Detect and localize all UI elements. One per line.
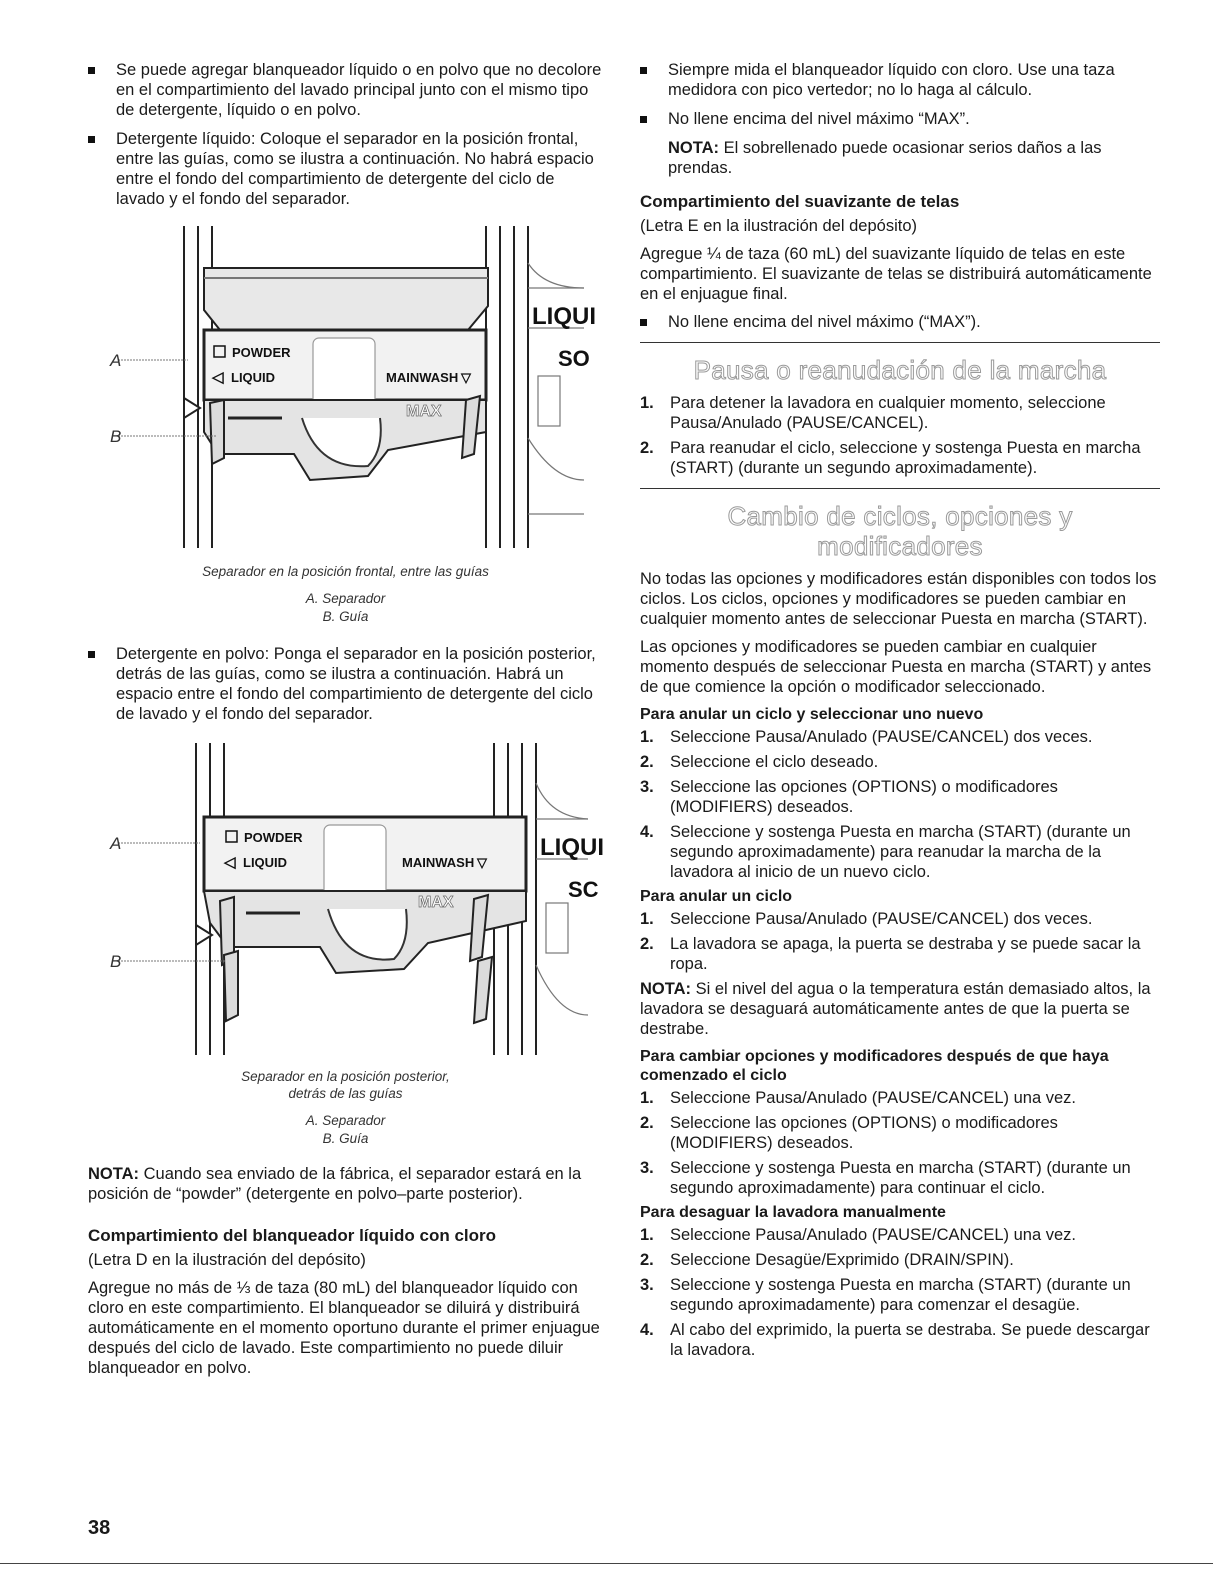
step-number: 1.: [640, 1089, 654, 1107]
left-column: [88, 60, 603, 1378]
bullet-softener-max: No llene encima del nivel máximo (“MAX”).: [640, 312, 1160, 332]
bottom-rule: [0, 1563, 1213, 1564]
list-item: [640, 752, 1160, 772]
list-item: [640, 1088, 1160, 1108]
label-mainwash: MAINWASH: [386, 370, 459, 385]
step-number: 1.: [640, 910, 654, 928]
bullet-bleach-addition: Se puede agregar blanqueador líquido o en polvo que no decolore en el compartimiento del lavado principal junto con el mismo tipo de detergente, líquido o en polvo.: [88, 60, 603, 120]
bullet-liquid-detergent: Detergente líquido: Coloque el separador en la posición frontal, entre las guías, como se ilustra a continuación. No habrá espacio entre el fondo del compartimiento de detergente del ciclo de lavado y el fondo del separador.: [88, 129, 603, 209]
list-item: [640, 393, 1160, 433]
softener-subheading: (Letra E en la ilustración del depósito): [640, 217, 917, 235]
step-number: 3.: [640, 1276, 654, 1294]
svg-text:◁: ◁: [224, 854, 236, 871]
note-label: NOTA:: [640, 980, 692, 998]
bullet-no-overfill: No llene encima del nivel máximo “MAX”.: [640, 109, 1160, 129]
figure-front-position: [88, 218, 603, 563]
drain-heading: Para desaguar la lavadora manualmente: [640, 1204, 946, 1221]
list-item: [640, 777, 1160, 817]
list-item: [640, 909, 1160, 929]
caption-line: detrás de las guías: [288, 1086, 403, 1101]
list-item: [640, 822, 1160, 882]
legend-a: A. Separador: [305, 1113, 386, 1128]
legend-b: B. Guía: [322, 609, 369, 624]
step-number: 2.: [640, 753, 654, 771]
change-paragraph-1: No todas las opciones y modificadores están disponibles con todos los ciclos. Los ciclos, opciones y modificadores se pueden cambiar en cualquier momento antes de seleccionar Puesta en marcha (START).: [640, 570, 1157, 628]
list-item: [640, 1320, 1160, 1360]
cancel-steps: [640, 909, 1160, 974]
cancel-new-steps: [640, 727, 1160, 882]
pause-section-title: Pausa o reanudación de la marcha: [693, 355, 1107, 385]
figure-2-legend: [88, 1112, 603, 1148]
label-side-bottom: SC: [568, 877, 599, 902]
step-number: 2.: [640, 935, 654, 953]
note-text: Cuando sea enviado de la fábrica, el separador estará en la posición de “powder” (detergente en polvo–parte posterior).: [88, 1165, 582, 1203]
step-text: Seleccione Pausa/Anulado (PAUSE/CANCEL) una vez.: [670, 1226, 1076, 1244]
step-text: Para detener la lavadora en cualquier momento, seleccione Pausa/Anulado (PAUSE/CANCEL).: [670, 394, 1106, 432]
change-section-title-line-1: Cambio de ciclos, opciones y: [727, 501, 1073, 531]
page-number: 38: [88, 1517, 111, 1539]
step-text: Para reanudar el ciclo, seleccione y sostenga Puesta en marcha (START) (durante un segundo aproximadamente).: [670, 439, 1141, 477]
label-side-top: LIQUI: [532, 303, 596, 330]
step-number: 3.: [640, 1159, 654, 1177]
callout-b: B: [110, 427, 122, 446]
legend-a: A. Separador: [305, 591, 386, 606]
softener-text: Agregue ¼ de taza (60 mL) del suavizante líquido de telas en este compartimiento. El suavizante de telas se distribuirá automáticamente en el enjuague final.: [640, 245, 1152, 303]
dispenser-rear-illustration: [88, 733, 603, 1068]
label-powder: POWDER: [232, 345, 291, 360]
bleach-subheading: (Letra D en la ilustración del depósito): [88, 1251, 366, 1269]
list-item: [640, 1250, 1160, 1270]
list-item: [640, 438, 1160, 478]
right-column: [640, 60, 1160, 1365]
step-text: Seleccione el ciclo deseado.: [670, 753, 879, 771]
step-text: Seleccione Pausa/Anulado (PAUSE/CANCEL) una vez.: [670, 1089, 1076, 1107]
cancel-heading: Para anular un ciclo: [640, 888, 793, 905]
step-text: Seleccione Pausa/Anulado (PAUSE/CANCEL) dos veces.: [670, 910, 1093, 928]
callout-b: B: [110, 952, 122, 971]
change-after-heading: Para cambiar opciones y modificadores después de que haya comenzado el ciclo: [640, 1048, 1109, 1084]
step-text: Seleccione las opciones (OPTIONS) o modificadores (MODIFIERS) deseados.: [670, 1114, 1058, 1152]
bleach-text: Agregue no más de ⅓ de taza (80 mL) del blanqueador líquido con cloro en este compartimiento. El blanqueador se diluirá y distribuirá automáticamente en el momento oportuno durante el primer enjuague después del ciclo de lavado. Este compartimiento no puede diluir blanqueador en polvo.: [88, 1279, 600, 1377]
divider: [640, 342, 1160, 343]
legend-b: B. Guía: [322, 1131, 369, 1146]
change-after-steps: [640, 1088, 1160, 1198]
figure-rear-position: [88, 733, 603, 1068]
step-number: 2.: [640, 1251, 654, 1269]
dispenser-front-illustration: [88, 218, 603, 563]
list-item: [640, 1225, 1160, 1245]
list-item: [640, 934, 1160, 974]
step-text: Seleccione y sostenga Puesta en marcha (START) (durante un segundo aproximadamente) para continuar el ciclo.: [670, 1159, 1131, 1197]
label-side-bottom: SO: [558, 346, 590, 371]
step-text: La lavadora se apaga, la puerta se destraba y se puede sacar la ropa.: [670, 935, 1141, 973]
step-text: Seleccione y sostenga Puesta en marcha (START) (durante un segundo aproximadamente) para reanudar la marcha de la lavadora al inicio de un nuevo ciclo.: [670, 823, 1131, 881]
step-text: Seleccione Desagüe/Exprimido (DRAIN/SPIN).: [670, 1251, 1014, 1269]
figure-1-legend: [88, 590, 603, 626]
softener-heading: Compartimiento del suavizante de telas: [640, 192, 960, 211]
svg-text:▽: ▽: [461, 370, 471, 385]
callout-a: A: [110, 351, 122, 370]
bleach-heading: Compartimiento del blanqueador líquido con cloro: [88, 1226, 497, 1245]
overfill-note: [640, 138, 1160, 178]
list-item: [640, 1158, 1160, 1198]
label-liquid: LIQUID: [243, 855, 288, 870]
note-label: NOTA:: [668, 139, 720, 157]
step-number: 4.: [640, 823, 654, 841]
drain-steps: [640, 1225, 1160, 1360]
step-number: 1.: [640, 394, 654, 412]
step-text: Al cabo del exprimido, la puerta se destraba. Se puede descargar la lavadora.: [670, 1321, 1150, 1359]
label-liquid: LIQUID: [231, 370, 276, 385]
figure-1-caption: Separador en la posición frontal, entre las guías: [202, 564, 489, 579]
note-label: NOTA:: [88, 1165, 140, 1183]
bullet-powder-detergent: Detergente en polvo: Ponga el separador en la posición posterior, detrás de las guías, como se ilustra a continuación. Habrá un espacio entre el fondo del compartimiento de detergente del ciclo de lavado y el fondo del separador.: [88, 644, 603, 724]
divider: [640, 488, 1160, 489]
step-text: Seleccione las opciones (OPTIONS) o modificadores (MODIFIERS) deseados.: [670, 778, 1058, 816]
label-max: MAX: [406, 403, 442, 420]
note-text: Si el nivel del agua o la temperatura están demasiado altos, la lavadora se desaguará automáticamente antes de que la puerta se destrabe.: [640, 980, 1151, 1038]
cancel-new-heading: Para anular un ciclo y seleccionar uno nuevo: [640, 706, 984, 723]
list-item: [640, 1113, 1160, 1153]
step-number: 4.: [640, 1321, 654, 1339]
label-powder: POWDER: [244, 830, 303, 845]
step-number: 1.: [640, 728, 654, 746]
label-mainwash: MAINWASH: [402, 855, 475, 870]
figure-2-caption: [88, 1068, 603, 1102]
factory-note: [88, 1164, 603, 1204]
step-number: 2.: [640, 439, 654, 457]
svg-text:▽: ▽: [477, 855, 487, 870]
change-paragraph-2: Las opciones y modificadores se pueden cambiar en cualquier momento después de seleccionar Puesta en marcha (START) y antes de que comience la opción o modificador seleccionado.: [640, 638, 1152, 696]
list-item: [640, 1275, 1160, 1315]
step-number: 3.: [640, 778, 654, 796]
note-text: El sobrellenado puede ocasionar serios daños a las prendas.: [668, 139, 1102, 177]
pause-steps: [640, 393, 1160, 478]
cancel-note: [640, 979, 1160, 1039]
caption-line: Separador en la posición posterior,: [241, 1069, 450, 1084]
bullet-measure-bleach: Siempre mida el blanqueador líquido con cloro. Use una taza medidora con pico vertedor; no lo haga al cálculo.: [640, 60, 1160, 100]
label-side-top: LIQUI: [540, 834, 603, 861]
step-number: 1.: [640, 1226, 654, 1244]
list-item: [640, 727, 1160, 747]
svg-text:◁: ◁: [212, 369, 224, 386]
step-number: 2.: [640, 1114, 654, 1132]
label-max: MAX: [418, 894, 454, 911]
change-section-title-line-2: modificadores: [817, 531, 983, 561]
callout-a: A: [110, 834, 122, 853]
step-text: Seleccione y sostenga Puesta en marcha (START) (durante un segundo aproximadamente) para comenzar el desagüe.: [670, 1276, 1131, 1314]
step-text: Seleccione Pausa/Anulado (PAUSE/CANCEL) dos veces.: [670, 728, 1093, 746]
